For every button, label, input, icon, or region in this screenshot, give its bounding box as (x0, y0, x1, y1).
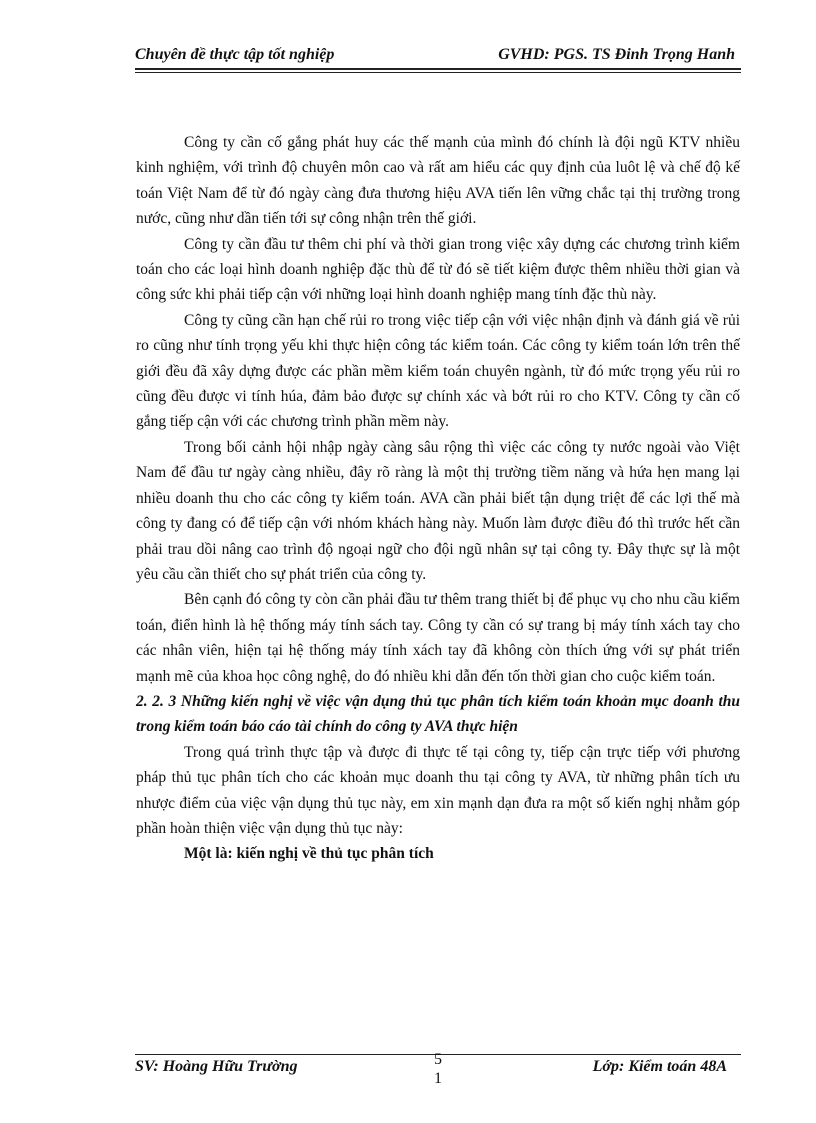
page-number-bottom: 1 (434, 1070, 442, 1087)
page-number-top: 5 (434, 1051, 442, 1068)
header-supervisor: GVHD: PGS. TS Đinh Trọng Hanh (498, 46, 735, 63)
paragraph: Bên cạnh đó công ty còn cần phải đầu tư thêm trang thiết bị để phục vụ cho nhu cầu kiểm toán, điển hình là hệ thống máy tính sách tay. Công ty cần có sự trang bị máy tính xách tay cho các nhân viên, hiện tại hệ thống máy tính xách tay đã không còn thích ứng với sự phát triển mạnh mẽ của khoa học công nghệ, do đó nhiều khi dẫn đến tốn thời gian cho cuộc kiểm toán. (136, 591, 740, 685)
paragraph: Công ty cần đầu tư thêm chi phí và thời gian trong việc xây dựng các chương trình kiểm toán cho các loại hình doanh nghiệp đặc thù để từ đó sẽ tiết kiệm được thêm nhiều thời gian và công sức khi phải tiếp cận với những loại hình doanh nghiệp mang tính đặc thù này. (136, 235, 740, 304)
section-heading: 2. 2. 3 Những kiến nghị về việc vận dụng thủ tục phân tích kiểm toán khoản mục doanh thu trong kiểm toán báo cáo tài chính do công ty AVA thực hiện (136, 692, 740, 736)
header-document-title: Chuyên đề thực tập tốt nghiệp (135, 46, 335, 63)
footer-class: Lớp: Kiểm toán 48A (592, 1058, 727, 1075)
paragraph: Công ty cũng cần hạn chế rủi ro trong việc tiếp cận với việc nhận định và đánh giá về rủi ro cũng như tính trọng yếu khi thực hiện công tác kiểm toán. Các công ty kiểm toán lớn trên thế giới đều đã xây dựng được các phần mềm kiểm toán chuyên ngành, từ đó mức trọng yếu rủi ro cũng đều được vi tính húa, đảm bảo được sự chính xác và bớt rủi ro cho KTV. Công ty cần cố gắng tiếp cận với các chương trình phần mềm này. (136, 311, 740, 431)
page-header (135, 44, 741, 70)
footer-student-name: SV: Hoàng Hữu Trường (135, 1058, 298, 1075)
document-body (136, 130, 740, 867)
header-rule (135, 68, 741, 73)
paragraph: Trong quá trình thực tập và được đi thực tế tại công ty, tiếp cận trực tiếp với phương pháp thủ tục phân tích cho các khoản mục doanh thu tại công ty AVA, từ những phân tích ưu nhược điểm của việc vận dụng thủ tục này, em xin mạnh dạn đưa ra một số kiến nghị nhằm góp phần hoàn thiện việc vận dụng thủ tục này: (136, 743, 740, 837)
page-footer (135, 1051, 741, 1096)
paragraph: Trong bối cảnh hội nhập ngày càng sâu rộng thì việc các công ty nước ngoài vào Việt Nam để đầu tư ngày càng nhiều, đây rõ ràng là một thị trường tiềm năng và hứa hẹn mang lại nhiều doanh thu cho các công ty kiểm toán. AVA cần phải biết tận dụng triệt để các lợi thế mà công ty đang có để tiếp cận với nhóm khách hàng này. Muốn làm được điều đó thì trước hết cần phải trau dồi nâng cao trình độ ngoại ngữ cho đội ngũ nhân sự tại công ty. Đây thực sự là một yêu cầu cần thiết cho sự phát triển của công ty. (136, 438, 740, 583)
paragraph: Công ty cần cố gắng phát huy các thế mạnh của mình đó chính là đội ngũ KTV nhiều kinh nghiệm, với trình độ chuyên môn cao và rất am hiểu các quy định của luôt lệ và chế độ kế toán Việt Nam để từ đó ngày càng đưa thương hiệu AVA tiến lên vững chắc tại thị trường trong nước, cũng như dần tiến tới sự công nhận trên thế giới. (136, 134, 740, 228)
sub-heading: Một là: kiến nghị về thủ tục phân tích (184, 845, 434, 863)
page-number (431, 1050, 445, 1088)
